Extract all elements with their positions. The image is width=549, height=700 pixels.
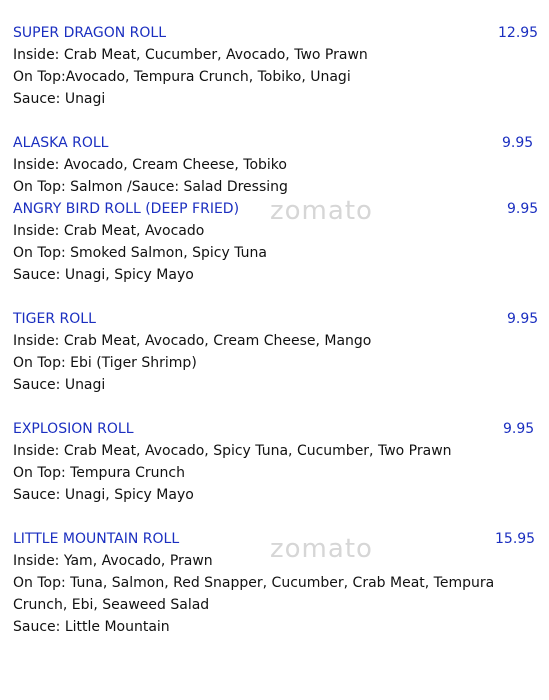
- item-detail-line: Inside: Crab Meat, Cucumber, Avocado, Two Prawn: [13, 47, 368, 63]
- item-name: ANGRY BIRD ROLL (DEEP FRIED): [13, 201, 240, 217]
- item-price: 9.95: [502, 135, 534, 151]
- menu-item-tiger-roll: [13, 308, 539, 418]
- item-detail-line: Inside: Yam, Avocado, Prawn: [13, 553, 213, 569]
- item-name: SUPER DRAGON ROLL: [13, 25, 167, 41]
- item-price: 12.95: [498, 25, 539, 41]
- item-name: LITTLE MOUNTAIN ROLL: [13, 531, 180, 547]
- zomato-watermark: zomato: [270, 196, 373, 226]
- item-detail-line: Inside: Avocado, Cream Cheese, Tobiko: [13, 157, 287, 173]
- item-detail-line: Inside: Crab Meat, Avocado, Spicy Tuna, Cucumber, Two Prawn: [13, 443, 452, 459]
- item-detail-line: On Top: Salmon /Sauce: Salad Dressing: [13, 179, 288, 195]
- item-name: TIGER ROLL: [13, 311, 96, 327]
- menu-item-super-dragon-roll: [13, 22, 539, 132]
- item-price: 9.95: [507, 311, 539, 327]
- item-detail-line: On Top: Tempura Crunch: [13, 465, 185, 481]
- item-detail-line: On Top:Avocado, Tempura Crunch, Tobiko, Unagi: [13, 69, 351, 85]
- item-detail-line: Inside: Crab Meat, Avocado: [13, 223, 205, 239]
- item-detail-line: Sauce: Unagi, Spicy Mayo: [13, 487, 194, 503]
- item-detail-line: On Top: Ebi (Tiger Shrimp): [13, 355, 197, 371]
- item-name: ALASKA ROLL: [13, 135, 109, 151]
- menu-item-alaska-roll: [13, 132, 539, 198]
- item-detail-line: Sauce: Unagi, Spicy Mayo: [13, 267, 194, 283]
- item-detail-line: On Top: Smoked Salmon, Spicy Tuna: [13, 245, 267, 261]
- item-price: 15.95: [495, 531, 536, 547]
- item-name: EXPLOSION ROLL: [13, 421, 134, 437]
- item-price: 9.95: [503, 421, 535, 437]
- item-detail-line: Sauce: Unagi: [13, 377, 106, 393]
- item-detail-line: Sauce: Unagi: [13, 91, 106, 107]
- zomato-watermark: zomato: [270, 534, 373, 564]
- item-detail-line: Sauce: Little Mountain: [13, 619, 170, 635]
- menu-item-explosion-roll: [13, 418, 539, 528]
- item-price: 9.95: [507, 201, 539, 217]
- item-detail-line: On Top: Tuna, Salmon, Red Snapper, Cucumber, Crab Meat, Tempura Crunch, Ebi, Seaweed Salad: [13, 575, 495, 613]
- item-detail-line: Inside: Crab Meat, Avocado, Cream Cheese, Mango: [13, 333, 372, 349]
